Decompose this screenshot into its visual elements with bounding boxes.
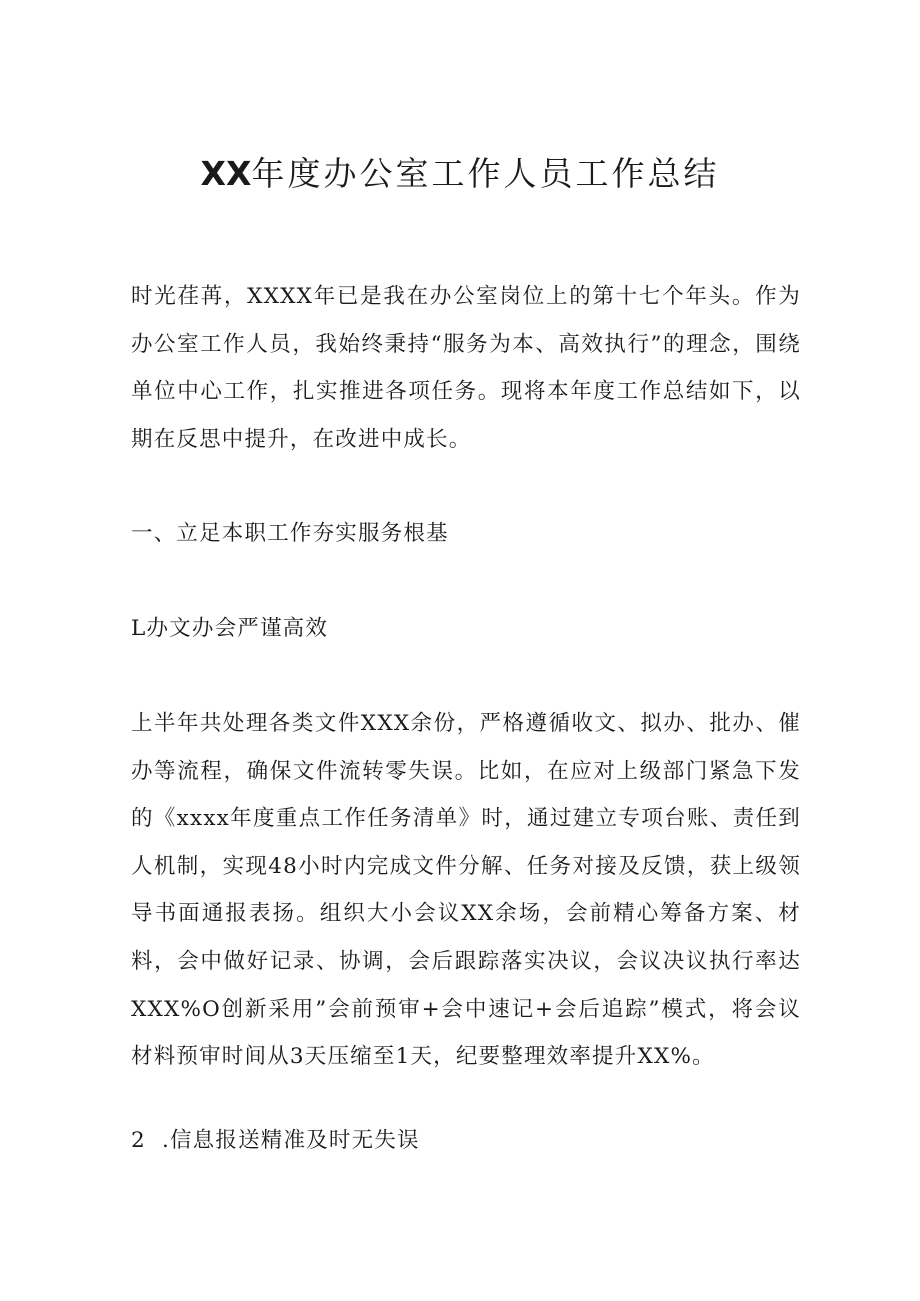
intro-paragraph: 时光荏苒，XXXX年已是我在办公室岗位上的第十七个年头。作为办公室工作人员，我始终秉持“服务为本、高效执行”的理念，围绕单位中心工作，扎实推进各项任务。现将本年度工作总结如下，以期在反思中提升，在改进中成长。 [131,284,801,452]
title-prefix: XX [200,154,252,193]
document-title [0,148,920,195]
subsection-1-body: 上半年共处理各类文件XXX余份，严格遵循收文、拟办、批办、催办等流程，确保文件流转零失误。比如，在应对上级部门紧急下发的《xxxx年度重点工作任务清单》时，通过建立专项台账、责任到人机制，实现48小时内完成文件分解、任务对接及反馈，获上级领导书面通报表扬。组织大小会议XX余场，会前精心筹备方案、材料，会中做好记录、协调，会后跟踪落实决议，会议决议执行率达XXX%O创新采用”会前预审+会中速记+会后追踪”模式，将会议材料预审时间从3天压缩至1天，纪要整理效率提升XX%。 [131,711,801,1070]
title-text: 年度办公室工作人员工作总结 [251,154,720,193]
subsection-2-heading: 2 .信息报送精准及时无失误 [131,1128,420,1153]
section-1-heading: 一、立足本职工作夯实服务根基 [131,521,449,546]
subsection-1-heading: L办文办会严谨高效 [131,616,329,641]
